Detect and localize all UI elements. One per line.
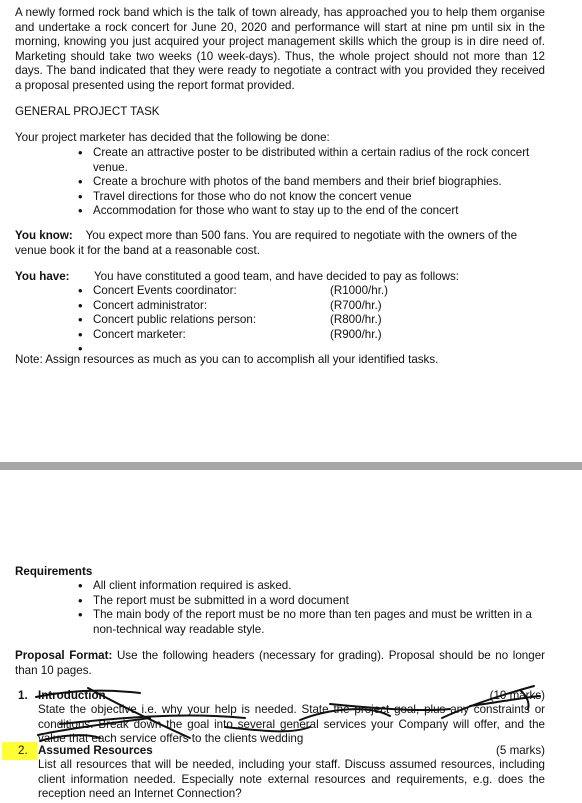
requirements-heading: Requirements: [15, 565, 93, 578]
role-label: Concert public relations person:: [93, 313, 257, 327]
note-paragraph: Note: Assign resources as much as you can to accomplish all your identified tasks.: [15, 353, 439, 366]
you-know-paragraph: [15, 229, 545, 258]
list-item: • The main body of the report must be no more than ten pages and must be written in a non-technical way readable style.: [78, 608, 544, 637]
list-item: • Travel directions for those who do not know the concert venue: [78, 190, 544, 205]
proposal-format-paragraph: [15, 649, 545, 678]
section-title: Introduction: [38, 689, 106, 702]
list-item: • Accommodation for those who want to stay up to the end of the concert: [78, 204, 544, 219]
you-have-label: You have:: [15, 270, 70, 283]
page-separator: [0, 462, 582, 470]
team-rate-item: [78, 313, 544, 328]
section-title: Assumed Resources: [38, 744, 153, 757]
section-number: 1.: [18, 689, 28, 702]
rate-value: (R1000/hr.): [330, 284, 388, 297]
proposal-format-text: Use the following headers (necessary for grading). Proposal should be no longer than 10 pages.: [15, 649, 545, 677]
list-item: • Create an attractive poster to be distributed within a certain radius of the rock concert venue.: [78, 146, 544, 175]
list-item: • All client information required is asked.: [78, 579, 544, 594]
proposal-format-label: Proposal Format:: [15, 649, 113, 662]
list-item: • Create a brochure with photos of the band members and their brief biographies.: [78, 175, 544, 190]
general-task-lead: Your project marketer has decided that the following be done:: [15, 131, 330, 144]
role-label: Concert Events coordinator:: [93, 284, 237, 297]
role-label: Concert marketer:: [93, 327, 186, 341]
section-number: 2.: [18, 744, 28, 757]
requirements-list: [78, 579, 544, 637]
section-body: State the objective i.e. why your help is needed. State the project goal, plus any constraints or conditions. Break down the goal into several general services your Company will offer, and the value that each service offers to the clients wedding: [38, 703, 545, 746]
you-have-text: You have constituted a good team, and have decided to pay as follows:: [94, 270, 460, 283]
you-know-text: You expect more than 500 fans. You are required to negotiate with the owners of the venue book it for the band at a reasonable cost.: [15, 229, 518, 257]
you-have-lead: [15, 270, 545, 285]
section-body: List all resources that will be needed, including your staff. Discuss assumed resources, including client information needed. Especially note external resources and requirements, e.g. does the reception need an Internet Connection?: [38, 758, 545, 801]
rate-value: (R800/hr.): [330, 313, 382, 327]
you-know-label: You know:: [15, 229, 73, 242]
team-rate-item: [78, 284, 544, 299]
team-rate-item: [78, 299, 544, 314]
general-task-heading: GENERAL PROJECT TASK: [15, 105, 160, 118]
team-rate-item: [78, 328, 544, 343]
intro-paragraph: A newly formed rock band which is the talk of town already, has approached you to help them organise and undertake a rock concert for June 20, 2020 and performance will start at nine pm until six in the morning, knowing you just acquired your project management skills which the group is in dire need of. Marketing should take two weeks (10 week-days). Thus, the whole project should not more than 12 days. The band indicated that they were ready to negotiate a contract with you provided they received a proposal presented using the report format provided.: [15, 6, 545, 92]
general-task-list: [78, 146, 544, 219]
section-marks: (10 marks): [489, 689, 545, 702]
rate-value: (R700/hr.): [330, 298, 382, 312]
team-rates-list: [78, 284, 544, 357]
rate-value: (R900/hr.): [330, 327, 382, 341]
role-label: Concert administrator:: [93, 298, 208, 312]
section-marks: (5 marks): [496, 744, 545, 757]
list-item: • The report must be submitted in a word document: [78, 594, 544, 609]
